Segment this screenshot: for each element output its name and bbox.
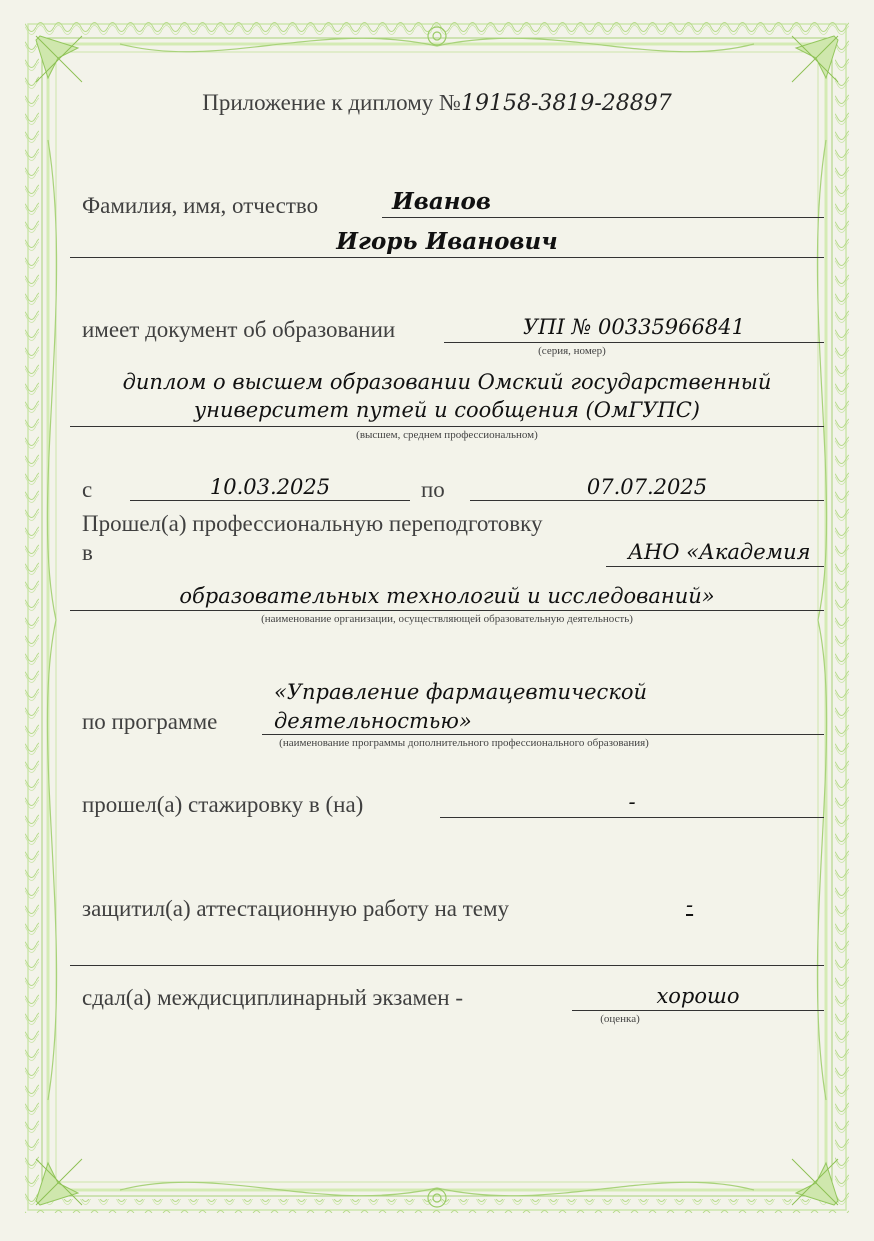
surname-value: Иванов <box>392 188 491 215</box>
education-description-line2: университет путей и сообщения (ОмГУПС) <box>193 398 701 422</box>
period-from-label: с <box>82 477 93 502</box>
organization-line1: АНО «Академия <box>628 540 811 564</box>
education-description-line1: диплом о высшем образовании Омский государственный <box>122 370 772 394</box>
series-caption: (серия, номер) <box>538 345 606 357</box>
from-date-underline <box>130 500 410 501</box>
organization-caption: (наименование организации, осуществляющей образовательную деятельность) <box>261 613 633 625</box>
surname-underline <box>382 217 824 218</box>
thesis-topic-underline <box>70 965 824 966</box>
program-underline <box>262 734 824 735</box>
program-label: по программе <box>82 709 218 734</box>
retraining-in-label: в <box>82 540 93 565</box>
education-level-caption: (высшем, среднем профессиональном) <box>356 429 538 441</box>
internship-value: - <box>628 790 636 814</box>
organization-line1-underline <box>606 566 824 567</box>
exam-grade: хорошо <box>656 984 740 1008</box>
organization-underline <box>70 610 824 611</box>
program-caption: (наименование программы дополнительного профессионального образования) <box>279 737 649 749</box>
internship-underline <box>440 817 824 818</box>
exam-grade-caption: (оценка) <box>600 1013 640 1025</box>
period-to-label: по <box>421 477 445 502</box>
name-underline <box>70 257 824 258</box>
fio-label: Фамилия, имя, отчество <box>82 193 319 218</box>
exam-grade-underline <box>572 1010 824 1011</box>
period-to-date: 07.07.2025 <box>586 475 708 499</box>
program-name-line2: деятельностью» <box>274 709 472 733</box>
name-patronymic-value: Игорь Иванович <box>336 228 558 255</box>
document-title <box>0 90 874 116</box>
thesis-label: защитил(а) аттестационную работу на тему <box>82 896 510 921</box>
thesis-value: - <box>686 893 694 917</box>
to-date-underline <box>470 500 824 501</box>
retraining-label: Прошел(а) профессиональную переподготовку <box>82 511 543 536</box>
internship-label: прошел(а) стажировку в (на) <box>82 792 364 817</box>
education-description-underline <box>70 426 824 427</box>
education-doc-label: имеет документ об образовании <box>82 317 396 342</box>
organization-line2: образовательных технологий и исследований» <box>179 584 715 608</box>
program-name-line1: «Управление фармацевтической <box>274 680 648 704</box>
series-underline <box>444 342 824 343</box>
title-prefix: Приложение к диплому № <box>202 90 461 115</box>
diploma-number: 19158-3819-28897 <box>460 91 672 116</box>
period-from-date: 10.03.2025 <box>209 475 331 499</box>
education-doc-series-number: УПI № 00335966841 <box>523 315 745 339</box>
exam-label: сдал(а) междисциплинарный экзамен - <box>82 985 464 1010</box>
